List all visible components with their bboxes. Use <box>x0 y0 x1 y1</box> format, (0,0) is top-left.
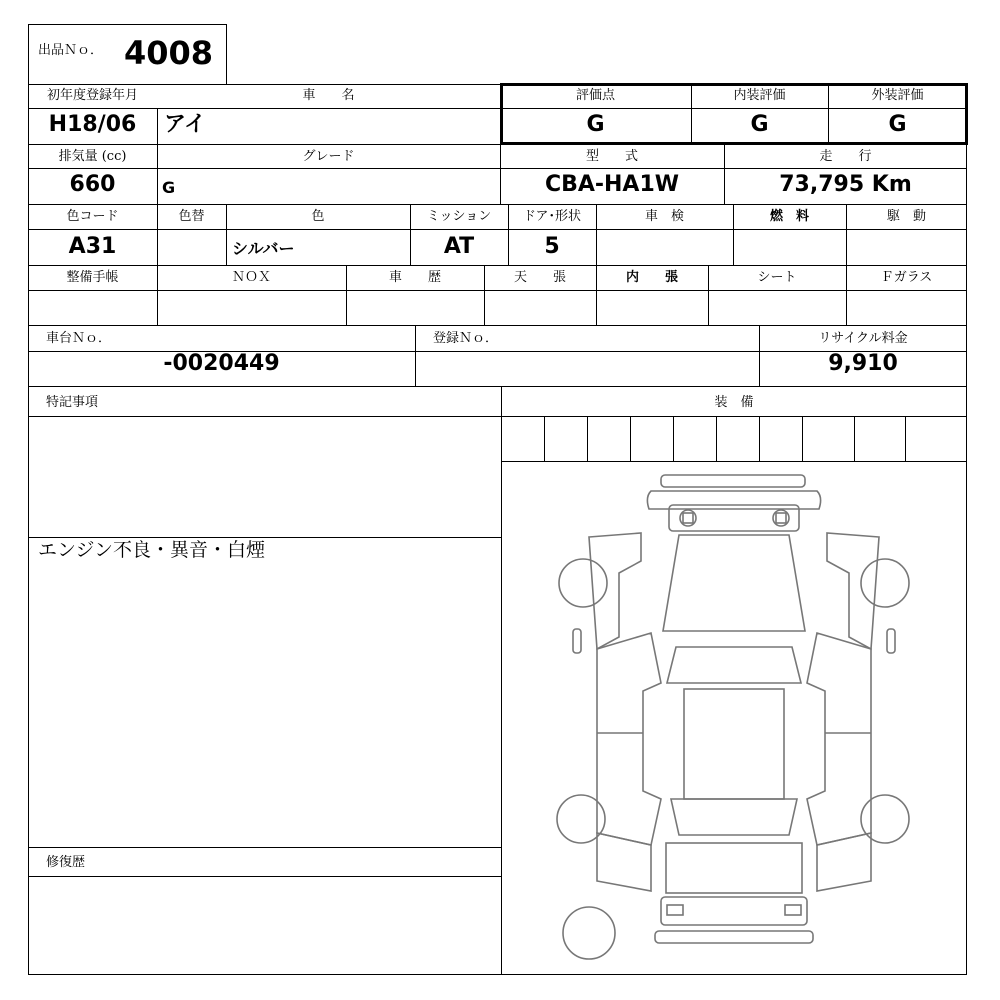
inspection-label: 車 検 <box>644 209 684 224</box>
special-notes-text: エンジン不良・異音・白煙 <box>38 539 266 561</box>
lot-number-value: 4008 <box>124 34 214 72</box>
special-notes-label: 特記事項 <box>46 395 99 410</box>
service-book-label: 整備手帳 <box>66 270 119 285</box>
transmission-label: ミッション <box>426 209 492 224</box>
displacement-label: 排気量 (cc) <box>58 149 127 164</box>
score-value: G <box>586 112 605 137</box>
grade-label: グレード <box>302 149 355 164</box>
headliner-label: 天 張 <box>513 270 566 285</box>
lot-number-box <box>28 24 227 84</box>
car-diagram <box>501 461 967 975</box>
model-label: 型 式 <box>585 149 638 164</box>
model-value: CBA-HA1W <box>544 172 680 197</box>
color-value: シルバー <box>232 239 295 258</box>
first-registration-value: H18/06 <box>48 112 137 137</box>
car-name-value: アイ <box>164 112 207 137</box>
first-registration-label: 初年度登録年月 <box>46 88 138 103</box>
history-label: 車 歴 <box>388 270 441 285</box>
doors-value: 5 <box>544 234 560 259</box>
chassis-number-label: 車台Ｎｏ． <box>46 331 112 346</box>
registration-number-label: 登録Ｎｏ． <box>433 331 499 346</box>
nox-label: ＮＯＸ <box>231 270 271 285</box>
mileage-label: 走 行 <box>819 149 872 164</box>
exterior-grade-label: 外装評価 <box>871 88 924 103</box>
transmission-value: AT <box>443 234 475 259</box>
chassis-number-value: -0020449 <box>163 351 280 376</box>
repaint-label: 色替 <box>178 209 205 224</box>
front-glass-label: Ｆガラス <box>880 270 933 285</box>
interior-grade-label: 内装評価 <box>733 88 786 103</box>
score-label: 評価点 <box>575 88 615 103</box>
exterior-grade-value: G <box>888 112 907 137</box>
drive-label: 駆 動 <box>886 209 926 224</box>
interior-grade-value: G <box>750 112 769 137</box>
color-code-value: A31 <box>68 234 117 259</box>
car-name-label: 車 名 <box>302 88 355 103</box>
fuel-label: 燃 料 <box>769 209 809 224</box>
interior-trim-label: 内 張 <box>625 270 678 285</box>
seat-label: シート <box>757 270 797 285</box>
lot-number-label: 出品Ｎｏ． <box>38 43 104 58</box>
equipment-label: 装 備 <box>714 395 754 410</box>
color-label: 色 <box>311 209 325 224</box>
recycle-fee-value: 9,910 <box>828 351 898 376</box>
recycle-fee-label: リサイクル料金 <box>818 331 908 346</box>
grade-value: G <box>162 178 176 197</box>
mileage-value: 73,795 Km <box>779 172 912 197</box>
doors-label: ドア･形状 <box>522 209 582 224</box>
repair-history-label: 修復歴 <box>46 855 86 870</box>
color-code-label: 色コード <box>66 209 119 224</box>
displacement-value: 660 <box>69 172 116 197</box>
